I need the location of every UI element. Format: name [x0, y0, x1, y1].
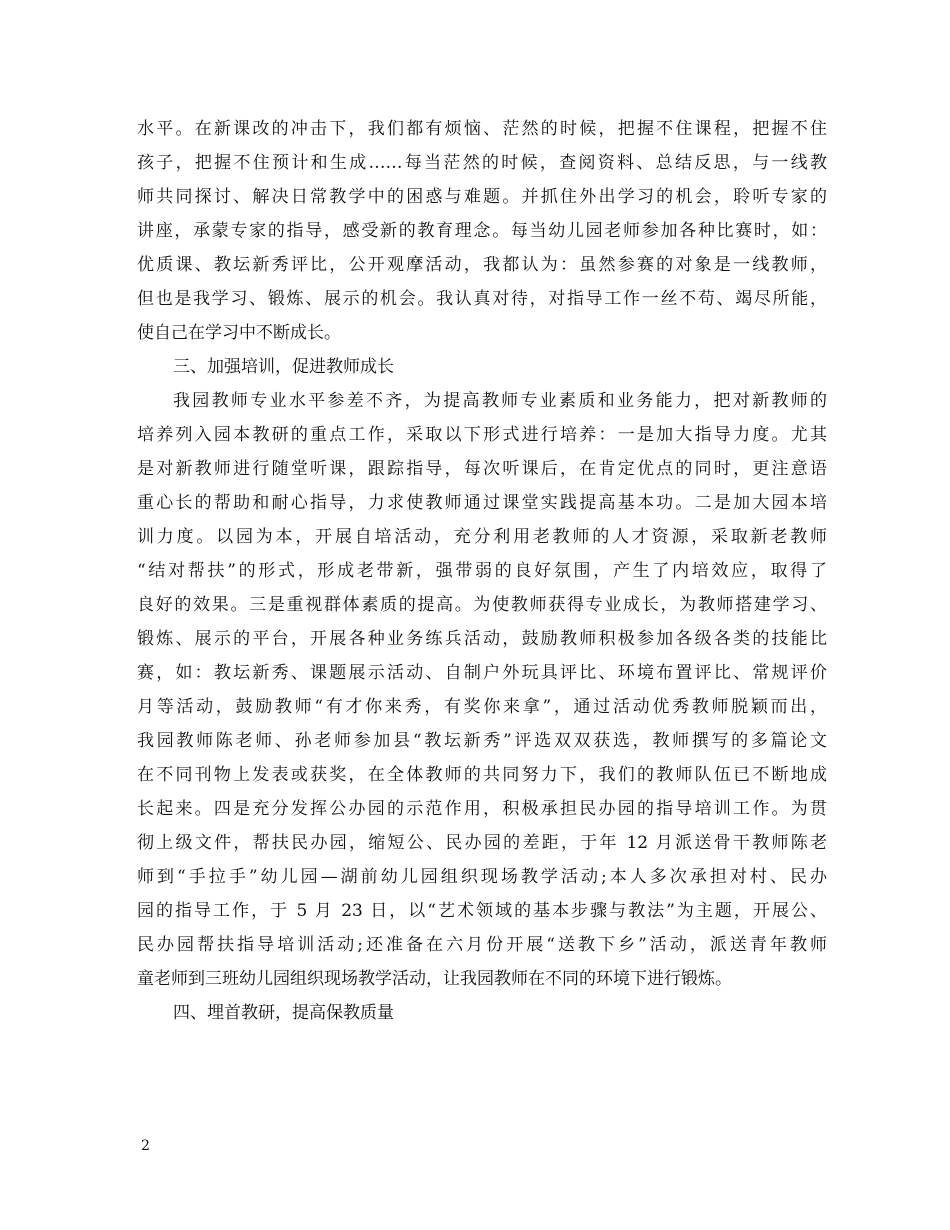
section-heading: 三、加强培训，促进教师成长 [173, 357, 394, 377]
paragraph-line: 重心长的帮助和耐心指导，力求使教师通过课堂实践提高基本功。二是加大园本培 [137, 493, 827, 513]
paragraph-line: 但也是我学习、锻炼、展示的机会。我认真对待，对指导工作一丝不苟、竭尽所能， [137, 289, 827, 309]
section-heading: 四、埋首教研，提高保教质量 [173, 1003, 394, 1023]
paragraph-line: 讲座，承蒙专家的指导，感受新的教育理念。每当幼儿园老师参加各种比赛时，如： [137, 221, 827, 241]
paragraph-line: 水平。在新课改的冲击下，我们都有烦恼、茫然的时候，把握不住课程，把握不住 [137, 119, 827, 139]
paragraph-line: 培养列入园本教研的重点工作，采取以下形式进行培养：一是加大指导力度。尤其 [137, 425, 827, 445]
paragraph-line: 在不同刊物上发表或获奖，在全体教师的共同努力下，我们的教师队伍已不断地成 [137, 765, 827, 785]
paragraph-line: 彻上级文件，帮扶民办园，缩短公、民办园的差距，于年 12 月派送骨干教师陈老 [137, 833, 827, 853]
paragraph-line: 训力度。以园为本，开展自培活动，充分利用老教师的人才资源，采取新老教师 [137, 527, 827, 547]
paragraph-line: 师共同探讨、解决日常教学中的困惑与难题。并抓住外出学习的机会，聆听专家的 [137, 187, 827, 207]
paragraph-line: 月等活动，鼓励教师“有才你来秀，有奖你来拿”，通过活动优秀教师脱颖而出， [137, 697, 827, 717]
paragraph-line: 是对新教师进行随堂听课，跟踪指导，每次听课后，在肯定优点的同时，更注意语 [137, 459, 827, 479]
paragraph-line: “结对帮扶”的形式，形成老带新，强带弱的良好氛围，产生了内培效应，取得了 [137, 561, 827, 581]
paragraph-line: 使自己在学习中不断成长。 [137, 323, 341, 343]
paragraph-line: 童老师到三班幼儿园组织现场教学活动，让我园教师在不同的环境下进行锻炼。 [137, 969, 732, 989]
paragraph-line: 孩子，把握不住预计和生成……每当茫然的时候，查阅资料、总结反思，与一线教 [137, 153, 827, 173]
page-number: 2 [141, 1138, 150, 1154]
paragraph-line: 赛，如：教坛新秀、课题展示活动、自制户外玩具评比、环境布置评比、常规评价 [137, 663, 827, 683]
document-body [137, 112, 827, 1030]
paragraph-line: 园的指导工作，于 5 月 23 日，以“艺术领域的基本步骤与教法”为主题，开展公、 [137, 901, 827, 921]
paragraph-line: 我园教师专业水平参差不齐，为提高教师专业素质和业务能力，把对新教师的 [173, 391, 827, 411]
paragraph-line: 民办园帮扶指导培训活动;还准备在六月份开展“送教下乡”活动，派送青年教师 [137, 935, 827, 955]
paragraph-line: 良好的效果。三是重视群体素质的提高。为使教师获得专业成长，为教师搭建学习、 [137, 595, 827, 615]
paragraph-line: 我园教师陈老师、孙老师参加县“教坛新秀”评选双双获选，教师撰写的多篇论文 [137, 731, 827, 751]
paragraph-line: 长起来。四是充分发挥公办园的示范作用，积极承担民办园的指导培训工作。为贯 [137, 799, 827, 819]
paragraph-line: 师到“手拉手”幼儿园—湖前幼儿园组织现场教学活动;本人多次承担对村、民办 [137, 867, 827, 887]
paragraph-line: 锻炼、展示的平台，开展各种业务练兵活动，鼓励教师积极参加各级各类的技能比 [137, 629, 827, 649]
paragraph-line: 优质课、教坛新秀评比，公开观摩活动，我都认为：虽然参赛的对象是一线教师， [137, 255, 827, 275]
